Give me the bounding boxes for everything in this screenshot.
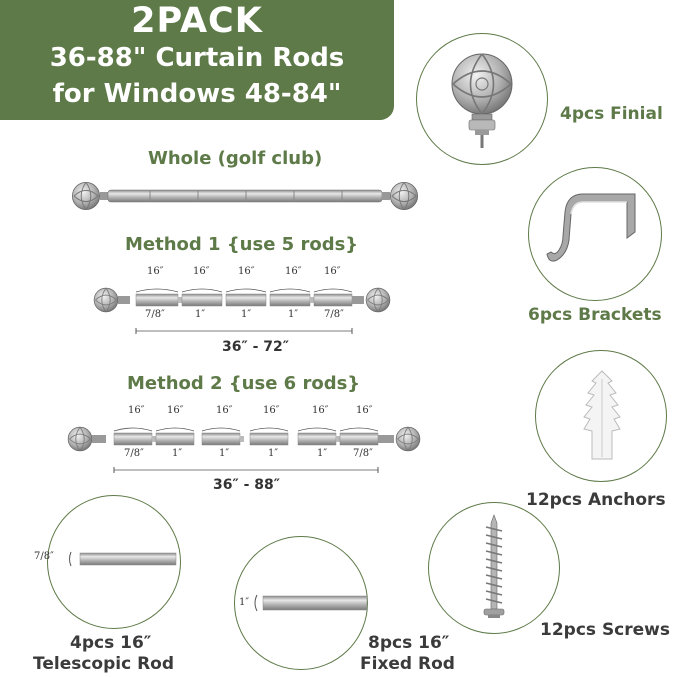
method1-top-label: 16″ [285,266,302,277]
finial-icon [445,48,519,150]
fixed-rod-circle [234,536,368,670]
method2-bottom-label: 7/8″ [353,448,373,459]
method2-range: 36″ - 88″ [213,477,281,493]
title-banner [0,0,394,120]
method2-bottom-label: 1″ [317,448,328,459]
method1-range: 36″ - 72″ [222,339,290,355]
method1-bottom-label: 1″ [195,309,206,320]
finial-icon [68,427,92,451]
method1-bottom-label: 1″ [288,309,299,320]
method1-top-label: 16″ [147,266,164,277]
finial-label: 4pcs Finial [560,104,663,124]
whole-rod-illustration [70,180,420,212]
telescopic-dim-label: 7/8″ [34,551,54,562]
finial-icon [390,182,417,209]
finial-circle [416,33,548,165]
method1-title: Method 1 {use 5 rods} [125,234,359,255]
banner-line-2: 36-88" Curtain Rods [49,43,345,73]
method2-title: Method 2 {use 6 rods} [127,373,361,394]
fixed-label-line-1: 8pcs 16″ [368,633,450,653]
method2-top-label: 16″ [216,405,233,416]
banner-line-3: for Windows 48-84" [52,79,342,109]
method2-bottom-label: 7/8″ [124,448,144,459]
fixed-rod-icon [249,593,369,615]
method1-diagram [92,266,402,346]
method1-bottom-label: 7/8″ [324,309,344,320]
anchors-label: 12pcs Anchors [526,490,666,510]
method1-top-label: 16″ [238,266,255,277]
fixed-label-line-2: Fixed Rod [360,654,455,674]
method2-diagram [66,405,426,485]
bracket-icon [543,190,647,280]
screws-label: 12pcs Screws [540,620,670,640]
method2-top-label: 16″ [167,405,184,416]
brackets-label: 6pcs Brackets [528,305,662,325]
method1-top-label: 16″ [193,266,210,277]
whole-title: Whole (golf club) [148,148,323,169]
method2-top-label: 16″ [312,405,329,416]
screw-icon [479,513,509,623]
method2-top-label: 16″ [263,405,280,416]
method2-bottom-label: 1″ [172,448,183,459]
finial-icon [396,427,420,451]
banner-line-1: 2PACK [131,1,263,41]
telescopic-rod-icon [68,552,178,568]
fixed-dim-label: 1″ [239,597,250,608]
method2-bottom-label: 1″ [219,448,230,459]
method2-top-label: 16″ [356,405,373,416]
brackets-circle [528,167,662,301]
anchor-icon [578,369,626,465]
telescopic-label-line-1: 4pcs 16″ [70,633,152,653]
method2-bottom-label: 1″ [268,448,279,459]
method2-top-label: 16″ [128,405,145,416]
telescopic-label-line-2: Telescopic Rod [33,654,175,674]
method1-bottom-label: 7/8″ [145,309,165,320]
finial-icon [72,182,99,209]
finial-icon [366,288,390,312]
finial-icon [94,288,118,312]
method1-top-label: 16″ [324,266,341,277]
anchors-circle [535,350,667,482]
screws-circle [428,502,560,634]
telescopic-rod-circle [34,495,181,629]
method1-bottom-label: 1″ [241,309,252,320]
